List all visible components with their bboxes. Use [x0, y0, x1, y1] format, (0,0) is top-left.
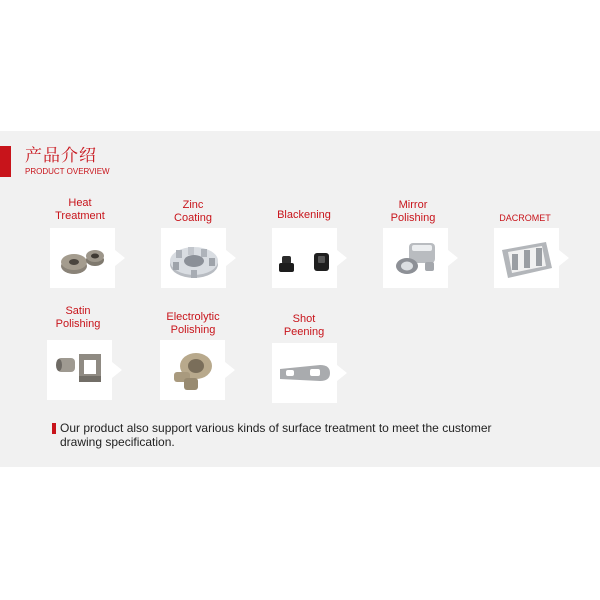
title-accent-bar [0, 146, 11, 177]
dacromet-photo [494, 228, 559, 288]
mirror-polishing-photo [383, 228, 448, 288]
product-label: Heat Treatment [55, 197, 105, 222]
satin-polishing-photo [47, 340, 112, 400]
electrolytic-polishing-photo [160, 340, 225, 400]
page-title-english: PRODUCT OVERVIEW [25, 167, 110, 176]
zinc-coating-photo [161, 228, 226, 288]
product-label: DACROMET [499, 213, 551, 223]
note-bullet [52, 423, 56, 434]
page-title-chinese: 产品介绍 [25, 146, 97, 166]
heat-treatment-photo [50, 228, 115, 288]
blackening-photo [272, 228, 337, 288]
product-label: Satin Polishing [55, 305, 101, 330]
product-label: Zinc Coating [174, 199, 212, 224]
shot-peening-photo [272, 343, 337, 403]
product-label: Mirror Polishing [390, 199, 436, 224]
product-label: Blackening [277, 209, 331, 221]
product-label: Shot Peening [283, 313, 325, 338]
product-label: Electrolytic Polishing [166, 311, 220, 336]
overview-panel [0, 131, 600, 467]
surface-treatment-note: Our product also support various kinds of surface treatment to meet the customer drawing specification. [60, 421, 492, 449]
